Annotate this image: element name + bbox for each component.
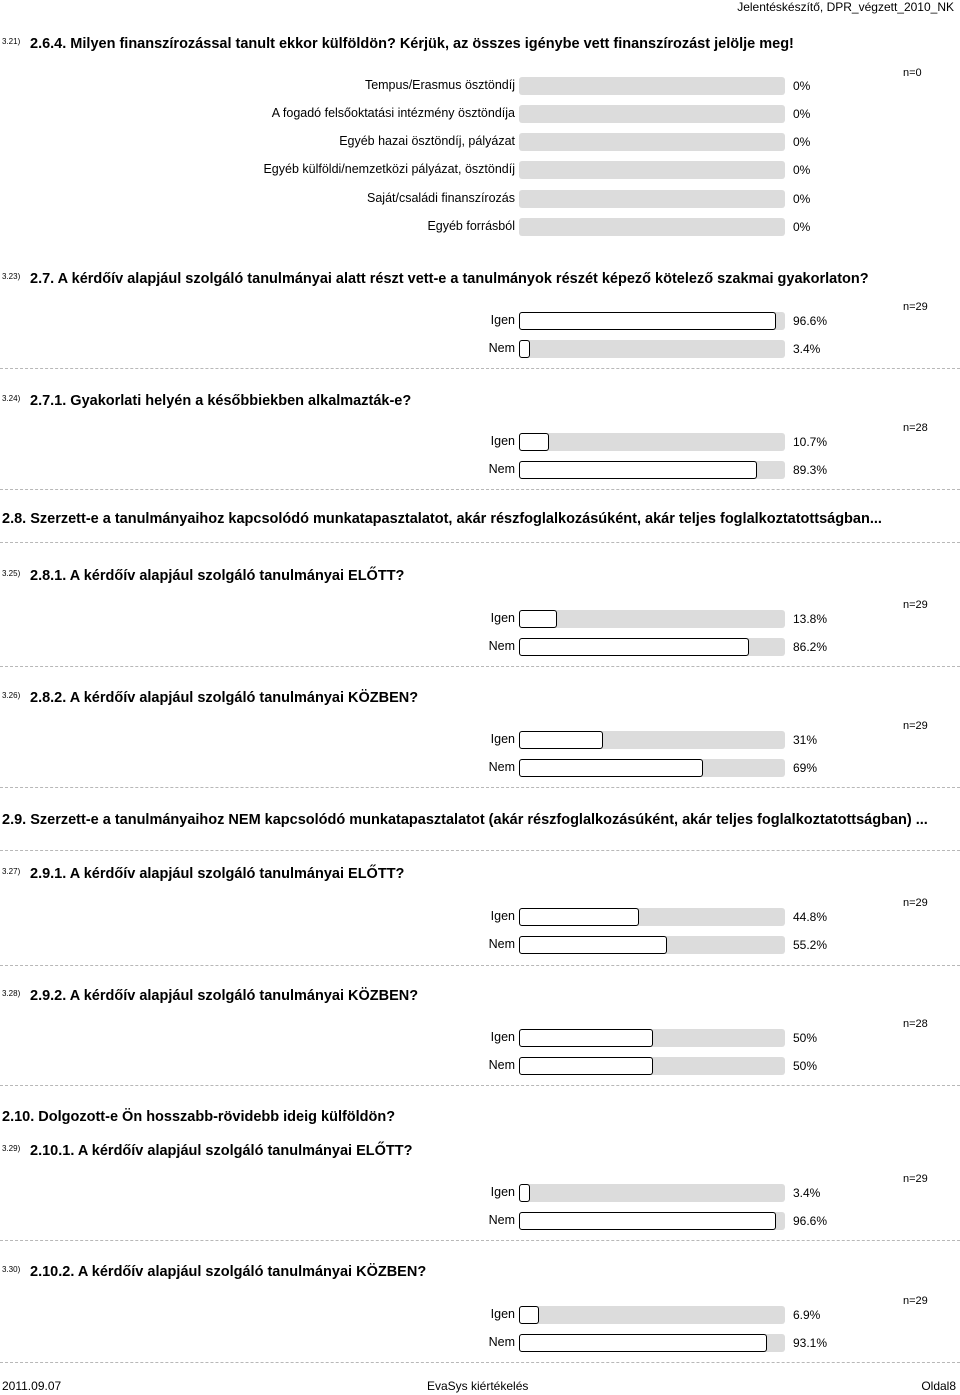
answer-percentage: 0%: [793, 192, 811, 206]
bar-track: [519, 190, 785, 208]
response-count: n=29: [903, 897, 928, 909]
answer-row: [0, 1333, 960, 1353]
answer-row: [0, 339, 960, 359]
answer-row: [0, 1305, 960, 1325]
percentage-bar: [519, 1184, 785, 1202]
answer-percentage: 0%: [793, 135, 811, 149]
answer-label: Igen: [490, 611, 515, 625]
question-number: 3.24): [2, 394, 21, 403]
answer-percentage: 0%: [793, 79, 811, 93]
answer-percentage: 93.1%: [793, 1336, 828, 1350]
section-title: 2.8. Szerzett-e a tanulmányaihoz kapcsolódó munkatapasztalatot, akár részfoglalkozásúként, akár teljes foglalkoztatottságban...: [2, 511, 882, 527]
answer-row: [0, 637, 960, 657]
question-title: 2.9.2. A kérdőív alapjául szolgáló tanulmányai KÖZBEN?: [30, 988, 419, 1004]
question-number: 3.30): [2, 1265, 21, 1274]
question-title: 2.6.4. Milyen finanszírozással tanult ekkor külföldön? Kérjük, az összes igénybe vett finanszírozást jelölje meg!: [30, 36, 794, 52]
answer-percentage: 0%: [793, 163, 811, 177]
percentage-bar: [519, 1212, 785, 1230]
percentage-bar: [519, 133, 785, 151]
separator-line: [0, 787, 960, 788]
answer-row: [0, 1028, 960, 1048]
answer-label: Nem: [488, 760, 515, 774]
bar-track: [519, 133, 785, 151]
bar-track: [519, 1184, 785, 1202]
answer-row: [0, 217, 960, 237]
answer-percentage: 50%: [793, 1031, 818, 1045]
answer-row: [0, 432, 960, 452]
answer-row: [0, 935, 960, 955]
answer-label: Nem: [488, 937, 515, 951]
separator-line: [0, 1085, 960, 1086]
percentage-bar: [519, 759, 785, 777]
answer-label: Igen: [490, 909, 515, 923]
answer-percentage: 96.6%: [793, 314, 828, 328]
answer-row: [0, 76, 960, 96]
response-count: n=28: [903, 1018, 928, 1030]
percentage-bar: [519, 105, 785, 123]
answer-label: Igen: [490, 434, 515, 448]
question-title: 2.10.1. A kérdőív alapjául szolgáló tanulmányai ELŐTT?: [30, 1143, 413, 1159]
percentage-bar: [519, 908, 785, 926]
answer-label: Tempus/Erasmus ösztöndíj: [364, 78, 515, 92]
footer-page: Oldal8: [921, 1379, 956, 1393]
answer-label: Nem: [488, 1058, 515, 1072]
bar-track: [519, 161, 785, 179]
separator-line: [0, 542, 960, 543]
separator-line: [0, 1362, 960, 1363]
separator-line: [0, 368, 960, 369]
answer-label: Igen: [490, 1307, 515, 1321]
answer-row: [0, 1056, 960, 1076]
answer-row: [0, 160, 960, 180]
answer-label: Igen: [490, 1185, 515, 1199]
question-title: 2.7. A kérdőív alapjául szolgáló tanulmányai alatt részt vett-e a tanulmányok részét képező kötelező szakmai gyakorlaton?: [30, 271, 869, 287]
answer-label: Nem: [488, 1213, 515, 1227]
percentage-bar: [519, 1334, 785, 1352]
section-title: 2.10. Dolgozott-e Ön hosszabb-rövidebb ideig külföldön?: [2, 1109, 396, 1125]
answer-label: Nem: [488, 462, 515, 476]
question-number: 3.27): [2, 867, 21, 876]
answer-row: [0, 1211, 960, 1231]
question-number: 3.21): [2, 37, 21, 46]
response-count: n=28: [903, 422, 928, 434]
bar-fill: [519, 1212, 776, 1230]
percentage-bar: [519, 190, 785, 208]
answer-row: [0, 132, 960, 152]
question-number: 3.26): [2, 691, 21, 700]
response-count: n=29: [903, 301, 928, 313]
percentage-bar: [519, 161, 785, 179]
bar-fill: [519, 610, 557, 628]
separator-line: [0, 850, 960, 851]
answer-label: Egyéb hazai ösztöndíj, pályázat: [339, 134, 515, 148]
percentage-bar: [519, 433, 785, 451]
percentage-bar: [519, 312, 785, 330]
bar-fill: [519, 433, 549, 451]
response-count: n=29: [903, 1173, 928, 1185]
answer-label: Nem: [488, 639, 515, 653]
bar-fill: [519, 1334, 767, 1352]
answer-label: Igen: [490, 1030, 515, 1044]
question-title: 2.8.2. A kérdőív alapjául szolgáló tanulmányai KÖZBEN?: [30, 690, 419, 706]
answer-label: Egyéb külföldi/nemzetközi pályázat, ösztöndíj: [263, 162, 515, 176]
answer-label: Nem: [488, 341, 515, 355]
question-title: 2.8.1. A kérdőív alapjául szolgáló tanulmányai ELŐTT?: [30, 568, 405, 584]
percentage-bar: [519, 936, 785, 954]
answer-label: Egyéb forrásból: [427, 219, 515, 233]
separator-line: [0, 666, 960, 667]
answer-row: [0, 104, 960, 124]
bar-track: [519, 1306, 785, 1324]
separator-line: [0, 1240, 960, 1241]
answer-label: Saját/családi finanszírozás: [367, 191, 515, 205]
percentage-bar: [519, 610, 785, 628]
response-count: n=29: [903, 599, 928, 611]
answer-percentage: 0%: [793, 220, 811, 234]
bar-track: [519, 77, 785, 95]
bar-fill: [519, 461, 757, 479]
bar-track: [519, 218, 785, 236]
percentage-bar: [519, 638, 785, 656]
footer-date: 2011.09.07: [2, 1379, 62, 1393]
separator-line: [0, 489, 960, 490]
bar-track: [519, 433, 785, 451]
percentage-bar: [519, 461, 785, 479]
bar-fill: [519, 759, 703, 777]
question-number: 3.25): [2, 569, 21, 578]
bar-track: [519, 340, 785, 358]
answer-percentage: 31%: [793, 733, 818, 747]
percentage-bar: [519, 340, 785, 358]
answer-percentage: 89.3%: [793, 463, 828, 477]
bar-fill: [519, 1184, 530, 1202]
answer-percentage: 86.2%: [793, 640, 828, 654]
answer-percentage: 3.4%: [793, 1186, 821, 1200]
answer-percentage: 6.9%: [793, 1308, 821, 1322]
bar-fill: [519, 312, 776, 330]
answer-percentage: 50%: [793, 1059, 818, 1073]
percentage-bar: [519, 731, 785, 749]
answer-row: [0, 730, 960, 750]
answer-percentage: 10.7%: [793, 435, 828, 449]
question-title: 2.10.2. A kérdőív alapjául szolgáló tanulmányai KÖZBEN?: [30, 1264, 427, 1280]
bar-fill: [519, 1057, 653, 1075]
bar-fill: [519, 936, 667, 954]
percentage-bar: [519, 1306, 785, 1324]
response-count: n=29: [903, 1295, 928, 1307]
percentage-bar: [519, 1057, 785, 1075]
question-number: 3.29): [2, 1144, 21, 1153]
answer-percentage: 55.2%: [793, 938, 828, 952]
percentage-bar: [519, 218, 785, 236]
answer-label: Igen: [490, 313, 515, 327]
answer-row: [0, 1183, 960, 1203]
answer-percentage: 44.8%: [793, 910, 828, 924]
bar-fill: [519, 638, 749, 656]
answer-label: A fogadó felsőoktatási intézmény ösztöndíja: [271, 106, 515, 120]
question-number: 3.28): [2, 989, 21, 998]
bar-track: [519, 105, 785, 123]
response-count: n=0: [903, 67, 922, 79]
bar-fill: [519, 1029, 653, 1047]
question-number: 3.23): [2, 272, 21, 281]
answer-row: [0, 907, 960, 927]
answer-percentage: 69%: [793, 761, 818, 775]
percentage-bar: [519, 1029, 785, 1047]
percentage-bar: [519, 77, 785, 95]
section-title: 2.9. Szerzett-e a tanulmányaihoz NEM kapcsolódó munkatapasztalatot (akár részfoglalkozásúként, akár teljes foglalkoztatottságban) ...: [2, 812, 928, 828]
answer-percentage: 96.6%: [793, 1214, 828, 1228]
report-name: Jelentéskészítő, DPR_végzett_2010_NK: [737, 0, 954, 14]
answer-percentage: 0%: [793, 107, 811, 121]
answer-row: [0, 758, 960, 778]
answer-label: Igen: [490, 732, 515, 746]
answer-row: [0, 311, 960, 331]
answer-row: [0, 189, 960, 209]
bar-fill: [519, 908, 639, 926]
response-count: n=29: [903, 720, 928, 732]
answer-percentage: 13.8%: [793, 612, 828, 626]
footer-center: EvaSys kiértékelés: [427, 1379, 529, 1393]
question-title: 2.7.1. Gyakorlati helyén a későbbiekben alkalmazták-e?: [30, 393, 412, 409]
bar-track: [519, 610, 785, 628]
answer-row: [0, 460, 960, 480]
bar-fill: [519, 340, 530, 358]
question-title: 2.9.1. A kérdőív alapjául szolgáló tanulmányai ELŐTT?: [30, 866, 405, 882]
answer-label: Nem: [488, 1335, 515, 1349]
separator-line: [0, 965, 960, 966]
bar-fill: [519, 731, 603, 749]
answer-row: [0, 609, 960, 629]
bar-fill: [519, 1306, 539, 1324]
answer-percentage: 3.4%: [793, 342, 821, 356]
